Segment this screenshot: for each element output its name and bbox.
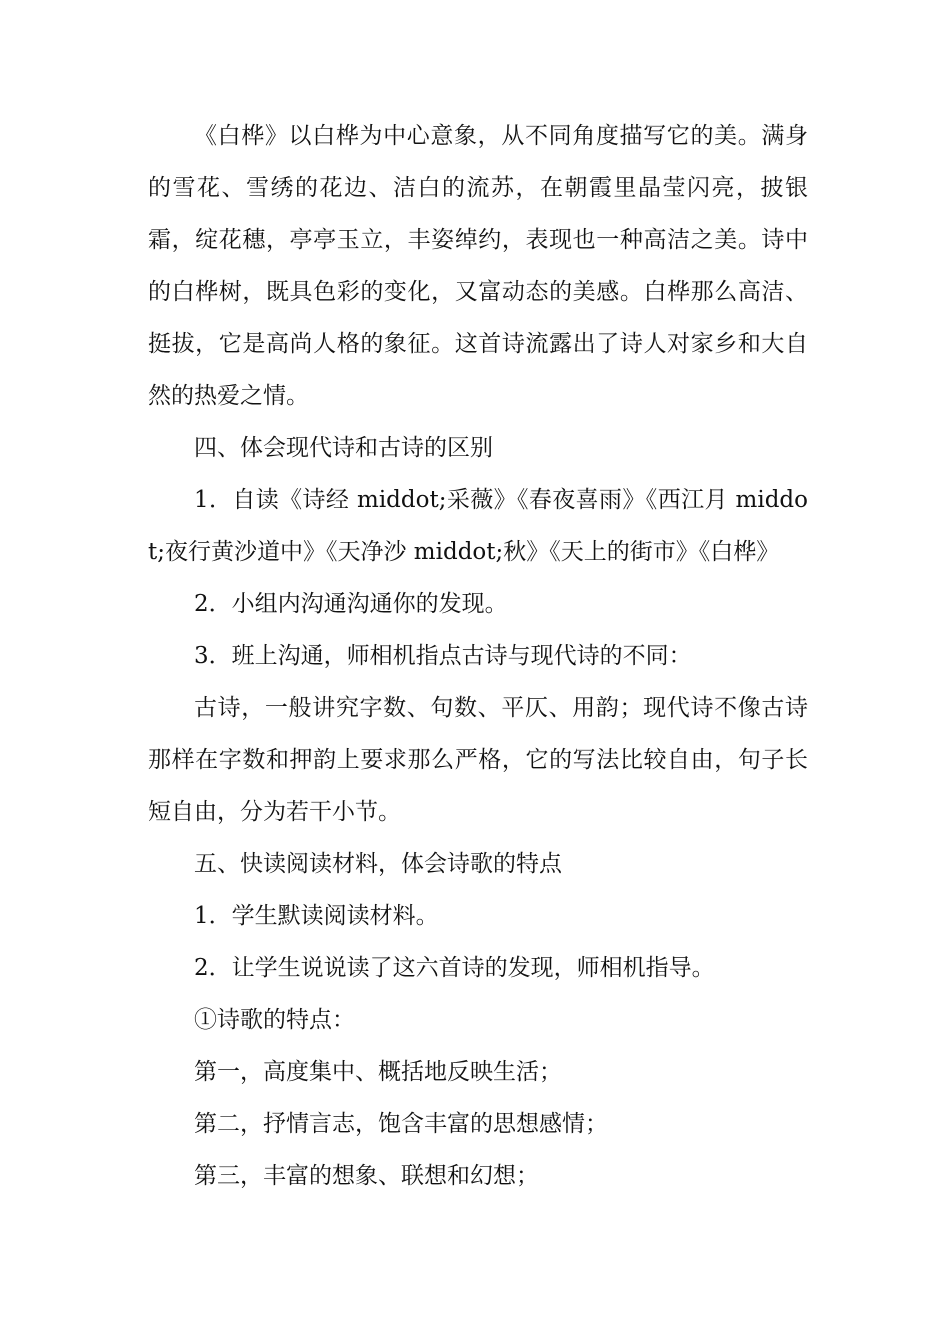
list-item-class-discuss: 3．班上沟通，师相机指点古诗与现代诗的不同： <box>194 643 692 669</box>
feature-item-first: 第一，高度集中、概括地反映生活； <box>194 1059 562 1085</box>
paragraph-baihua-analysis: 《白桦》以白桦为中心意象，从不同角度描写它的美。满身的雪花、雪绣的花边、洁白的流苏，在朝霞里晶莹闪亮，披银霜，绽花穗，亭亭玉立，丰姿绰约，表现也一种高洁之美。诗中的白桦树，既具色彩的变化，又富动态的美感。白桦那么高洁、挺拔，它是高尚人格的象征。这首诗流露出了诗人对家乡和大自然的热爱之情。 <box>148 123 808 409</box>
section-heading-four: 四、体会现代诗和古诗的区别 <box>194 435 493 461</box>
section-heading-five: 五、快读阅读材料，体会诗歌的特点 <box>194 851 562 877</box>
list-item-group-discuss: 2．小组内沟通沟通你的发现。 <box>194 591 508 617</box>
subheading-poem-features: ①诗歌的特点： <box>194 1007 355 1033</box>
list-item-self-read: 1．自读《诗经 middot;采薇》《春夜喜雨》《西江月 middot;夜行黄沙道中》《天净沙 middot;秋》《天上的街市》《白桦》 <box>148 487 808 565</box>
document-body <box>148 110 808 1202</box>
feature-item-third: 第三，丰富的想象、联想和幻想； <box>194 1163 539 1189</box>
feature-item-second: 第二，抒情言志，饱含丰富的思想感情； <box>194 1111 608 1137</box>
list-item-share-findings: 2．让学生说说读了这六首诗的发现，师相机指导。 <box>194 955 715 981</box>
paragraph-ancient-vs-modern: 古诗，一般讲究字数、句数、平仄、用韵；现代诗不像古诗那样在字数和押韵上要求那么严格，它的写法比较自由，句子长短自由，分为若干小节。 <box>148 695 808 825</box>
list-item-silent-read: 1．学生默读阅读材料。 <box>194 903 439 929</box>
